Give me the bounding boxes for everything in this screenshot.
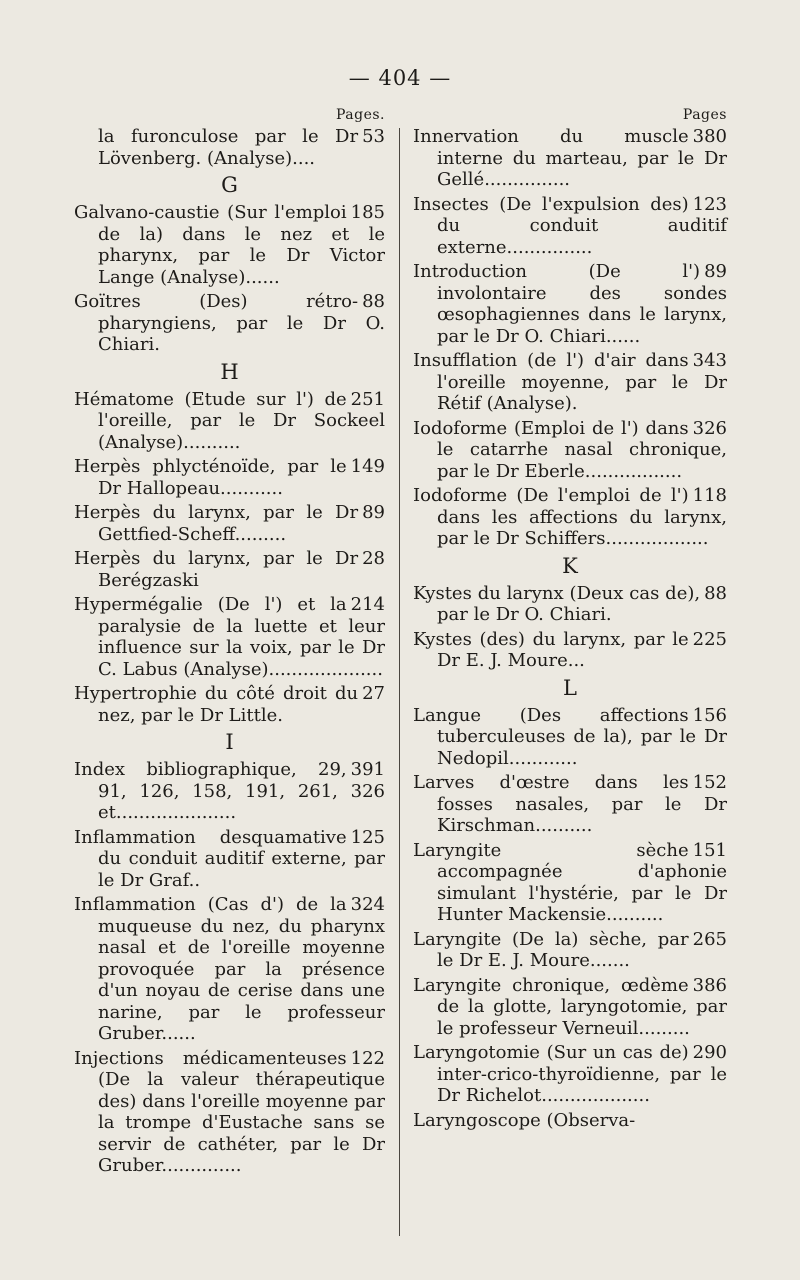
page-ref: 185 [350,202,385,223]
entry-text: Injections médicamenteuses (De la valeur thérapeutique des) dans l'oreille moyenne par la trompe d'Eustache sans se servir de cathéter, par le Dr Gruber.............. [74,1047,385,1176]
entry-text: Langue (Des affections tuberculeuses de la), par le Dr Nedopil............ [413,704,727,769]
index-entry [413,350,727,415]
left-entries [74,126,385,1177]
index-entry [413,629,727,672]
entry-text: Iodoforme (De l'emploi de l') dans les affections du larynx, par le Dr Schiffers.................. [413,485,727,549]
entry-text: Insectes (De l'expulsion des) du conduit auditif externe............... [413,193,727,258]
entry-text: Hypertrophie du côté droit du nez, par le Dr Little. [74,683,359,726]
entry-text: Galvano-caustie (Sur l'emploi de la) dans le nez et le pharynx, par le Dr Victor Lange (Analyse)...... [74,202,385,288]
entry-text: Laryngite (De la) sèche, par le Dr E. J. Moure....... [413,928,689,971]
entry-text: Laryngite sèche accompagnée d'aphonie simulant l'hystérie, par le Dr Hunter Mackensie.......... [413,839,727,925]
index-entry [413,485,727,550]
page-ref: 118 [692,485,727,506]
page-ref: 152 [692,772,727,793]
index-entry [74,126,385,169]
index-entry [413,975,727,1040]
pages-heading: Pages. [335,107,385,123]
pages-heading: Pages [682,107,727,123]
page-ref: 386 [692,974,727,996]
index-column-left [74,104,385,1180]
section-letter: I [225,730,234,754]
index-entry [74,389,385,454]
index-entry [74,456,385,499]
index-entry [413,840,727,926]
section-letter: H [220,359,239,384]
index-entry [413,705,727,770]
entry-text: Kystes (des) du larynx, par le Dr E. J. Moure... [413,628,689,671]
page-ref: 343 [692,350,727,371]
page-ref: 123 [692,193,727,215]
index-entry [74,548,385,591]
entry-text: Herpès phlycténoïde, par le Dr Hallopeau........... [74,456,347,499]
entry-text: la furonculose par le Dr Lövenberg. (Analyse).... [98,126,359,169]
index-entry [413,194,727,259]
index-entry [413,126,727,191]
entry-text: Inflammation (Cas d') de la muqueuse du nez, du pharynx nasal et de l'oreille moyenne provoquée par la présence d'un noyau de cerise dans une narine, par le professeur Gruber...... [74,894,385,1044]
index-entry [74,683,385,726]
page-ref: 380 [692,126,727,147]
section-letter: G [221,173,238,197]
page-number: — 404 — [348,66,452,90]
index-entry [413,772,727,837]
index-entry [74,594,385,680]
entry-text: Herpès du larynx, par le Dr Gettfied-Scheff......... [74,502,359,545]
page-ref: 290 [692,1042,727,1063]
page-ref: 156 [692,704,727,726]
entry-text: Hématome (Etude sur l') de l'oreille, par le Dr Sockeel (Analyse).......... [74,388,385,453]
index-entry [74,202,385,288]
page-ref: 89 [362,502,385,523]
page-ref: 251 [350,388,385,410]
page-ref: 53 [362,126,385,147]
index-entry [413,261,727,347]
entry-text: Index bibliographique, 29, 91, 126, 158, 191, 261, 326 et..................... [74,759,385,823]
page-ref: 326 [692,417,727,439]
index-entry [74,894,385,1045]
entry-text: Herpès du larynx, par le Dr Berégzaski [74,548,359,591]
right-entries [413,126,727,1131]
page-ref: 265 [692,928,727,950]
index-entry [74,291,385,356]
entry-text: Laryngotomie (Sur un cas de) inter-crico-thyroïdienne, par le Dr Richelot................... [413,1042,727,1106]
page-ref: 27 [362,683,385,704]
page-ref: 225 [692,628,727,650]
page-ref: 214 [350,594,385,615]
index-entry [413,1110,727,1132]
page-ref: 89 [704,261,727,282]
index-entry [74,1048,385,1177]
page-ref: 149 [350,456,385,477]
page-ref: 125 [350,826,385,848]
page-ref: 324 [350,894,385,915]
entry-text: Hypermégalie (De l') et la paralysie de la luette et leur influence sur la voix, par le Dr C. Labus (Analyse).................... [74,594,385,680]
entry-text: Laryngoscope (Observa- [413,1109,636,1131]
index-entry [74,502,385,545]
entry-text: Laryngite chronique, œdème de la glotte, laryngotomie, par le professeur Verneuil......... [413,974,727,1039]
entry-text: Innervation du muscle interne du marteau, par le Dr Gellé............... [413,126,727,190]
section-letter: K [562,553,578,578]
column-divider [399,128,400,1236]
entry-text: Iodoforme (Emploi de l') dans le catarrhe nasal chronique, par le Dr Eberle................. [413,417,727,482]
index-column-right [413,104,727,1134]
page-ref: 122 [350,1047,385,1069]
section-letter: L [563,675,577,700]
entry-text: Insufflation (de l') d'air dans l'oreille moyenne, par le Dr Rétif (Analyse). [413,350,727,414]
page-ref: 88 [704,582,727,604]
page-ref: 28 [362,548,385,569]
index-entry [413,583,727,626]
index-entry [413,418,727,483]
page-ref: 151 [692,839,727,861]
entry-text: Goïtres (Des) rétro-pharyngiens, par le Dr O. Chiari. [74,291,385,355]
entry-text: Larves d'œstre dans les fosses nasales, par le Dr Kirschman.......... [413,772,727,836]
index-entry [74,759,385,824]
entry-text: Inflammation desquamative du conduit auditif externe, par le Dr Graf.. [74,826,385,891]
index-entry [74,827,385,892]
page-ref: 88 [362,291,385,312]
entry-text: Kystes du larynx (Deux cas de), par le Dr O. Chiari. [413,582,701,625]
index-entry [413,1042,727,1107]
index-entry [413,929,727,972]
entry-text: Introduction (De l') involontaire des sondes œsophagiennes dans le larynx, par le Dr O. Chiari...... [413,261,727,347]
page-ref: 391 [350,759,385,780]
